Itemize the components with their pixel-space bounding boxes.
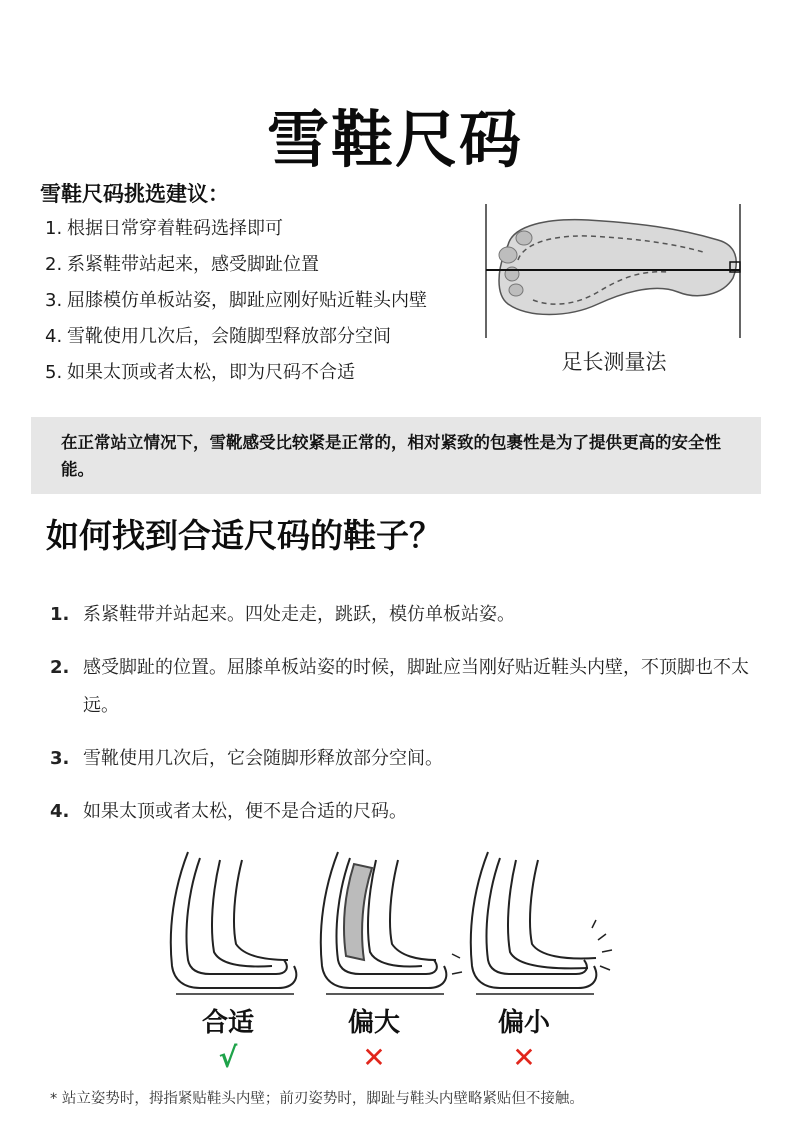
- tip-number: 3.: [45, 290, 63, 311]
- foot-measure-illustration: [478, 200, 750, 342]
- step-number: 2.: [50, 657, 70, 678]
- boot-fit-small: [452, 852, 612, 994]
- checkmark-icon: √: [218, 1041, 238, 1074]
- tips-list: [45, 214, 427, 394]
- tip-text: 如果太顶或者太松，即为尺码不合适: [67, 362, 355, 383]
- step-item: [50, 649, 760, 725]
- tip-item: [45, 286, 427, 322]
- footnote: * 站立姿势时，拇指紧贴鞋头内壁；前刃姿势时，脚趾与鞋头内壁略紧贴但不接触。: [50, 1091, 584, 1107]
- step-text: 系紧鞋带并站起来。四处走走，跳跃，模仿单板站姿。: [83, 604, 515, 625]
- step-item: [50, 793, 760, 831]
- tip-number: 2.: [45, 254, 63, 275]
- cross-icon: ✕: [362, 1041, 386, 1074]
- step-text: 感受脚趾的位置。屈膝单板站姿的时候，脚趾应当刚好贴近鞋头内壁，不顶脚也不太远。: [83, 657, 749, 716]
- page-title: 雪鞋尺码: [266, 103, 523, 176]
- step-number: 3.: [50, 748, 70, 769]
- boot-fit-large: [321, 852, 446, 994]
- steps-list: [50, 596, 760, 831]
- fit-labels: [0, 1006, 790, 1076]
- step-number: 1.: [50, 604, 70, 625]
- note-box: [31, 417, 761, 494]
- step-item: [50, 596, 760, 634]
- tip-text: 系紧鞋带站起来，感受脚趾位置: [67, 254, 319, 275]
- step-number: 4.: [50, 801, 70, 822]
- step-text: 如果太顶或者太松，便不是合适的尺码。: [83, 801, 407, 822]
- fit-label-small: [469, 1006, 579, 1076]
- step-text: 雪靴使用几次后，它会随脚形释放部分空间。: [83, 748, 443, 769]
- cross-icon: ✕: [512, 1041, 536, 1074]
- tip-number: 5.: [45, 362, 63, 383]
- tip-item: [45, 358, 427, 394]
- tip-number: 4.: [45, 326, 63, 347]
- fit-label-large: [319, 1006, 429, 1076]
- fit-label-text: 偏小: [497, 1008, 550, 1038]
- step-item: [50, 740, 760, 778]
- fit-label-text: 偏大: [347, 1008, 400, 1038]
- tip-text: 屈膝模仿单板站姿，脚趾应刚好贴近鞋头内壁: [67, 290, 427, 311]
- section-question: 如何找到合适尺码的鞋子？: [46, 516, 442, 555]
- note-text: 在正常站立情况下，雪靴感受比较紧是正常的，相对紧致的包裹性是为了提供更高的安全性能。: [61, 433, 721, 479]
- tip-number: 1.: [45, 218, 63, 239]
- boot-fit-proper: [171, 852, 296, 994]
- tip-item: [45, 250, 427, 286]
- fit-label-text: 合适: [201, 1008, 254, 1038]
- foot-measure-caption: 足长测量法: [561, 350, 667, 374]
- boot-fit-illustration: [160, 848, 630, 1004]
- tip-text: 根据日常穿着鞋码选择即可: [67, 218, 283, 239]
- fit-label-proper: [173, 1006, 283, 1076]
- tips-heading: 雪鞋尺码挑选建议：: [40, 182, 229, 206]
- tip-item: [45, 214, 427, 250]
- tip-item: [45, 322, 427, 358]
- tip-text: 雪靴使用几次后，会随脚型释放部分空间: [67, 326, 391, 347]
